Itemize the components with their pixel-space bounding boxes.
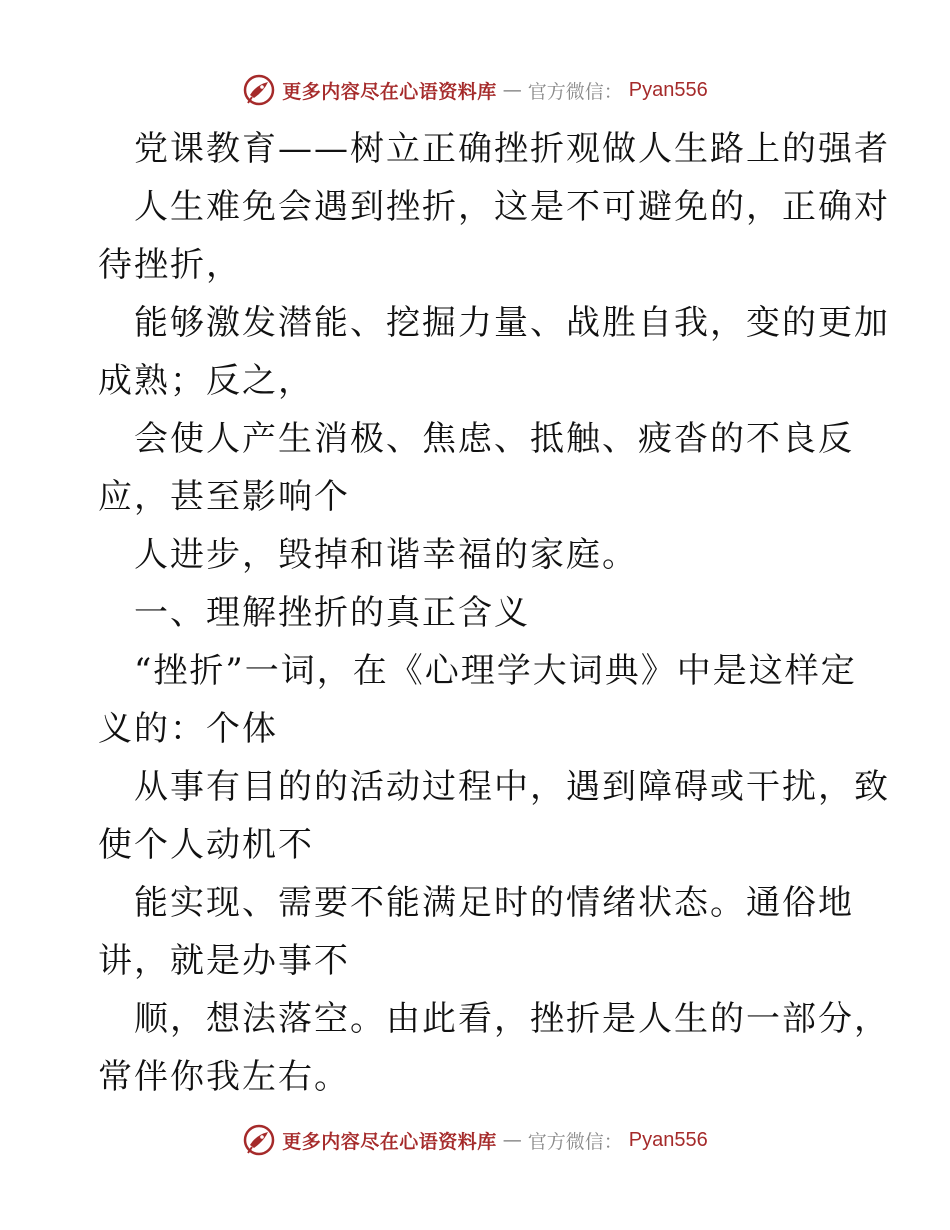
pen-nib-logo-icon: [242, 73, 276, 107]
header-site-text: 更多内容尽在心语资料库: [282, 80, 497, 103]
footer-banner: [0, 1120, 950, 1160]
header-wechat-label: 官方微信：: [527, 80, 623, 103]
pen-nib-logo-icon: [242, 1123, 276, 1157]
footer-wechat-label: 官方微信：: [527, 1130, 623, 1153]
header-wechat-id: Pyan556: [628, 78, 708, 101]
header-dash: —: [502, 79, 522, 101]
text-line: 常伴你我左右。: [98, 1057, 350, 1097]
footer-site-text: 更多内容尽在心语资料库: [282, 1130, 497, 1153]
footer-wechat-id: Pyan556: [628, 1128, 708, 1151]
footer-dash: —: [502, 1129, 522, 1151]
text-line: “挫折”一词，在《心理学大词典》中是这样定: [134, 651, 857, 691]
header-banner: [0, 70, 950, 110]
text-line: 人进步，毁掉和谐幸福的家庭。: [134, 535, 638, 575]
document-title: 党课教育——树立正确挫折观做人生路上的强者: [134, 129, 890, 169]
text-line: 人生难免会遇到挫折，这是不可避免的，正确对: [134, 187, 890, 227]
text-line: 会使人产生消极、焦虑、抵触、疲沓的不良反: [134, 419, 854, 459]
text-line: 待挫折，: [98, 245, 242, 285]
text-line: 从事有目的的活动过程中，遇到障碍或干扰，致: [134, 767, 890, 807]
text-line: 顺，想法落空。由此看，挫折是人生的一部分，: [134, 999, 890, 1039]
text-line: 应，甚至影响个: [98, 477, 350, 517]
document-body: [98, 120, 890, 1106]
text-line: 能实现、需要不能满足时的情绪状态。通俗地: [134, 883, 854, 923]
text-line: 能够激发潜能、挖掘力量、战胜自我，变的更加: [134, 303, 890, 343]
text-line: 使个人动机不: [98, 825, 314, 865]
text-line: 成熟；反之，: [98, 361, 314, 401]
text-line: 讲，就是办事不: [98, 941, 350, 981]
section-heading: 一、理解挫折的真正含义: [134, 593, 530, 633]
text-line: 义的：个体: [98, 709, 278, 749]
